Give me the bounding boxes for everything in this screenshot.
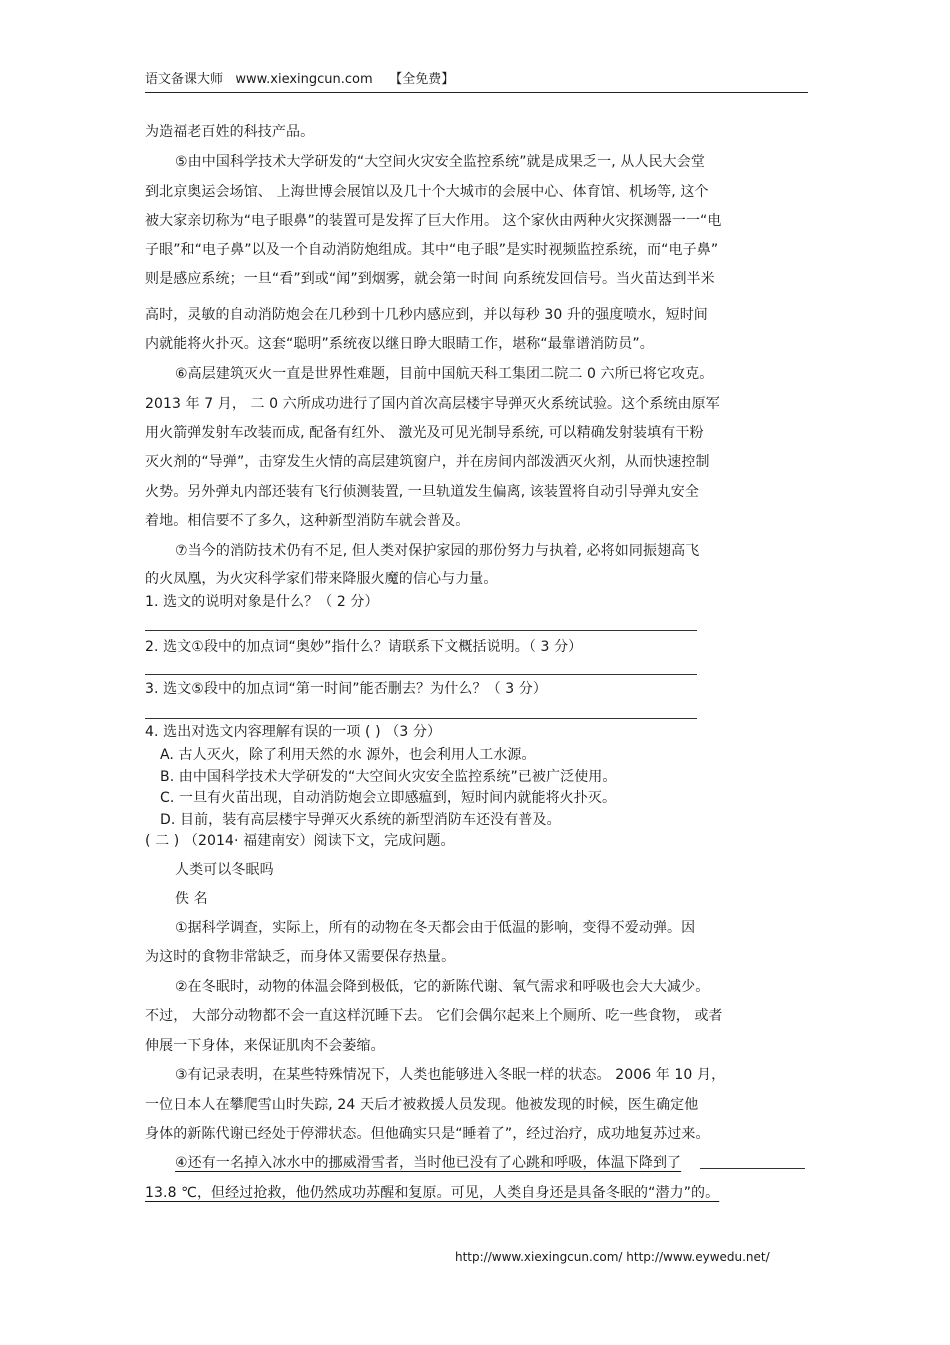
passage-line: 到北京奥运会场馆、 上海世博会展馆以及几十个大城市的会展中心、体育馆、机场等, 这个 xyxy=(145,184,709,200)
answer-line-3[interactable] xyxy=(145,718,697,719)
site-name: 语文备课大师 xyxy=(145,72,224,87)
passage-line: 2013 年 7 月， 二 0 六所成功进行了国内首次高层楼宇导弹灭火系统试验。这个系统由原军 xyxy=(145,396,720,412)
passage-line: 火势。另外弹丸内部还装有飞行侦测装置, 一旦轨道发生偏离, 该装置将自动引导弹丸安全 xyxy=(145,484,699,500)
footer-links[interactable]: http://www.xiexingcun.com/ http://www.eywedu.net/ xyxy=(455,1250,770,1264)
site-url[interactable]: www.xiexingcun.com xyxy=(235,72,373,87)
passage-line: 则是感应系统；一旦“看”到或“闻”到烟雾，就会第一时间 向系统发回信号。当火苗达到半米 xyxy=(145,271,715,287)
article-title: 人类可以冬眠吗 xyxy=(175,862,274,878)
article-line-underlined: 13.8 ℃，但经过抢救，他仍然成功苏醒和复原。可见，人类自身还是具备冬眠的“潜力”的。 xyxy=(145,1185,720,1201)
passage-line: 用火箭弹发射车改装而成, 配备有红外、 激光及可见光制导系统, 可以精确发射装填有干粉 xyxy=(145,425,704,441)
article-line: ③有记录表明，在某些特殊情况下，人类也能够进入冬眠一样的状态。 2006 年 10 月， xyxy=(175,1067,726,1083)
answer-line-2[interactable] xyxy=(145,674,697,675)
article-line: 身体的新陈代谢已经处于停滞状态。但他确实只是“睡着了”，经过治疗，成功地复苏过来。 xyxy=(145,1126,710,1142)
passage-line: 灭火剂的“导弹”，击穿发生火情的高层建筑窗户，并在房间内部泼洒灭火剂，从而快速控制 xyxy=(145,454,710,470)
passage-line: 着地。相信要不了多久，这种新型消防车就会普及。 xyxy=(145,513,470,529)
header-divider xyxy=(145,92,808,93)
option-c[interactable]: C. 一旦有火苗出现，自动消防炮会立即感瘟到，短时间内就能将火扑灭。 xyxy=(160,790,617,806)
passage-line: 内就能将火扑灭。这套“聪明”系统夜以继日睁大眼睛工作，堪称“最靠谱消防员”。 xyxy=(145,336,654,352)
underline-extension xyxy=(700,1168,805,1169)
passage-line: ⑤由中国科学技术大学研发的“大空间火灾安全监控系统”就是成果乏一, 从人民大会堂 xyxy=(175,154,705,170)
passage-line: 高时，灵敏的自动消防炮会在几秒到十几秒内感应到，并以每秒 30 升的强度喷水，短时间 xyxy=(145,307,708,323)
option-b[interactable]: B. 由中国科学技术大学研发的“大空间火灾安全监控系统”已被广泛使用。 xyxy=(160,769,617,785)
article-line-underlined: ④还有一名掉入冰水中的挪威滑雪者，当时他已没有了心跳和呼吸，体温下降到了 xyxy=(175,1155,682,1171)
question-1: 1. 选文的说明对象是什么？（ 2 分） xyxy=(145,594,379,610)
question-2: 2. 选文①段中的加点词“奥妙”指什么？请联系下文概括说明。（ 3 分） xyxy=(145,639,583,655)
passage-line: 的火凤凰，为火灾科学家们带来降服火魔的信心与力量。 xyxy=(145,571,498,587)
article-line: ①据科学调查，实际上，所有的动物在冬天都会由于低温的影响，变得不爱动弹。因 xyxy=(175,920,696,936)
section-heading: ( 二 ) （2014· 福建南安）阅读下文，完成问题。 xyxy=(145,833,455,849)
article-author: 佚 名 xyxy=(175,891,208,907)
option-a[interactable]: A. 古人灭火，除了利用天然的水 源外，也会利用人工水源。 xyxy=(160,747,536,763)
answer-line-1[interactable] xyxy=(145,630,697,631)
article-line: 不过， 大部分动物都不会一直这样沉睡下去。 它们会偶尔起来上个厕所、吃一些食物， 或者 xyxy=(145,1008,723,1024)
passage-line: 为造福老百姓的科技产品。 xyxy=(145,124,315,140)
article-line: ②在冬眠时，动物的体温会降到极低，它的新陈代谢、氧气需求和呼吸也会大大减少。 xyxy=(175,979,710,995)
article-line: 为这时的食物非常缺乏，而身体又需要保存热量。 xyxy=(145,949,456,965)
article-line: 一位日本人在攀爬雪山时失踪, 24 天后才被救援人员发现。他被发现的时候，医生确定他 xyxy=(145,1097,699,1113)
passage-line: ⑥高层建筑灭火一直是世界性难题，目前中国航天科工集团二院二 0 六所已将它攻克。 xyxy=(175,366,714,382)
question-4: 4. 选出对选文内容理解有误的一项 ( ) （3 分） xyxy=(145,724,442,740)
page-header xyxy=(145,68,808,87)
free-tag: 【全免费】 xyxy=(389,72,455,87)
passage-line: ⑦当今的消防技术仍有不足, 但人类对保护家园的那份努力与执着, 必将如同振翅高飞 xyxy=(175,543,700,559)
question-3: 3. 选文⑤段中的加点词“第一时间”能否删去？为什么？（ 3 分） xyxy=(145,681,547,697)
option-d[interactable]: D. 目前，装有高层楼宇导弹灭火系统的新型消防车还没有普及。 xyxy=(160,812,561,828)
article-line: 伸展一下身体，来保证肌肉不会萎缩。 xyxy=(145,1038,385,1054)
passage-line: 子眼”和“电子鼻”以及一个自动消防炮组成。其中“电子眼”是实时视频监控系统，而“电子鼻” xyxy=(145,242,719,258)
passage-line: 被大家亲切称为“电子眼鼻”的装置可是发挥了巨大作用。 这个家伙由两种火灾探测器一一“电 xyxy=(145,213,722,229)
